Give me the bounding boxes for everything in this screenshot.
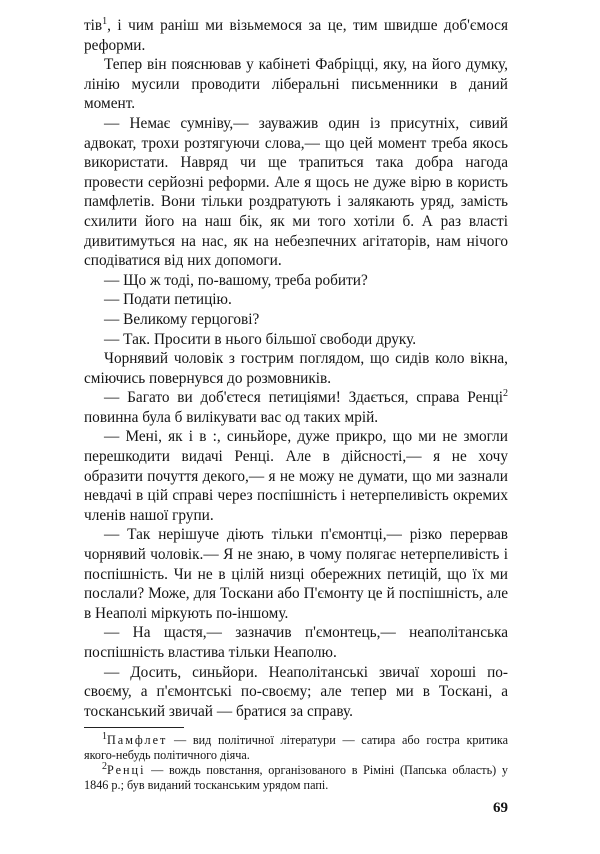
paragraph — [84, 330, 508, 350]
footnote-separator — [84, 727, 184, 728]
footnote-text: — вождь повстання, організованого в Ріміні (Папська область) у 1846 р.; був виданий тосканським урядом папі. — [84, 763, 508, 792]
paragraph-text: — Мені, як і в :, синьйоре, дуже прикро, що ми не змогли перешкодити видачі Ренці. Але в дійсності,— я не хочу образити почуття декого,— я не можу не думати, що ми зазнали невдачі в цій справі через поспішність і нетерпеливість окремих членів нашої групи. — [84, 428, 508, 524]
footnote-term: Ренці — [107, 763, 146, 777]
paragraph — [84, 663, 508, 722]
main-text — [84, 16, 508, 721]
paragraph-text: — Подати петицію. — [104, 291, 232, 309]
paragraph-text: — Багато ви доб'єтеся петиціями! Здається, справа Ренці — [104, 389, 503, 407]
paragraph-text: — Що ж тоді, по-вашому, треба робити? — [104, 271, 368, 289]
paragraph-text: — Великому герцогові? — [104, 310, 260, 328]
footnote-ref: 2 — [503, 388, 508, 400]
paragraph — [84, 114, 508, 271]
paragraph-text: — На щастя,— зазначив п'ємонтець,— неаполітанська поспішність властива тільки Неаполю. — [84, 624, 508, 661]
paragraph-text: — Так нерішуче діють тільки п'ємонтці,— різко перервав чорнявий чоловік.— Я не знаю, в чому полягає нетерпеливість і поспішність. Чи не в цілій низці обережних петицій, що їх ми послали? Може, для Тоскани або П'ємонту це й поспішність, але в Неаполі міркують по-іншому. — [84, 526, 508, 622]
paragraph — [84, 290, 508, 310]
paragraph-text: повинна була б вилікувати вас од таких мрій. — [84, 408, 379, 426]
footnote-number: 2 — [102, 760, 107, 772]
footnote-term: Памфлет — [107, 733, 168, 747]
paragraph — [84, 349, 508, 388]
paragraph-text: — Досить, синьйори. Неаполітанські звичаї хороші по-своєму, а п'ємонтські по-своєму; але тепер ми в Тоскані, а тосканський звичай — братися за справу. — [84, 663, 508, 720]
paragraph — [84, 427, 508, 525]
paragraph — [84, 525, 508, 623]
footnote-ref: 1 — [102, 15, 108, 27]
paragraph — [84, 623, 508, 662]
paragraph-text: , і чим раніш ми візьмемося за це, тим швидше доб'ємося реформи. — [84, 17, 508, 54]
paragraph-text: Чорнявий чоловік з гострим поглядом, що сидів коло вікна, сміючись повернувся до розмовників. — [84, 350, 508, 387]
footnote-number: 1 — [102, 730, 107, 742]
paragraph — [84, 388, 508, 427]
paragraph-text: Тепер він пояснював у кабінеті Фабріцці, яку, на його думку, лінію мусили проводити ліберальні письменники в даний момент. — [84, 56, 508, 113]
footnote-text: — вид політичної літератури — сатира або гостра критика якого-небудь політичного діяча. — [84, 733, 508, 762]
paragraph-text: тів — [84, 17, 103, 34]
footnote — [84, 760, 508, 793]
footnote — [84, 730, 508, 763]
paragraph-text: — Так. Просити в нього більшої свободи друку. — [104, 330, 417, 348]
paragraph — [84, 271, 508, 291]
footnotes — [84, 730, 508, 793]
paragraph-text: — Немає сумніву,— зауважив один із присутніх, сивий адвокат, трохи розтягуючи слова,— що цей момент треба якось використати. Навряд чи ще трапиться така добра нагода провести серйозні реформи. Але я щось не дуже вірю в користь памфлетів. Вони тільки роздратують і залякають уряд, замість схилити його на наш бік, як ми того хотіли б. А раз власті дивитимуться на нас, як на небезпечних агітаторів, нам нічого сподіватися від них допомоги. — [84, 114, 508, 270]
paragraph — [84, 55, 508, 114]
paragraph — [84, 310, 508, 330]
page-number: 69 — [493, 800, 508, 816]
paragraph — [84, 16, 508, 55]
